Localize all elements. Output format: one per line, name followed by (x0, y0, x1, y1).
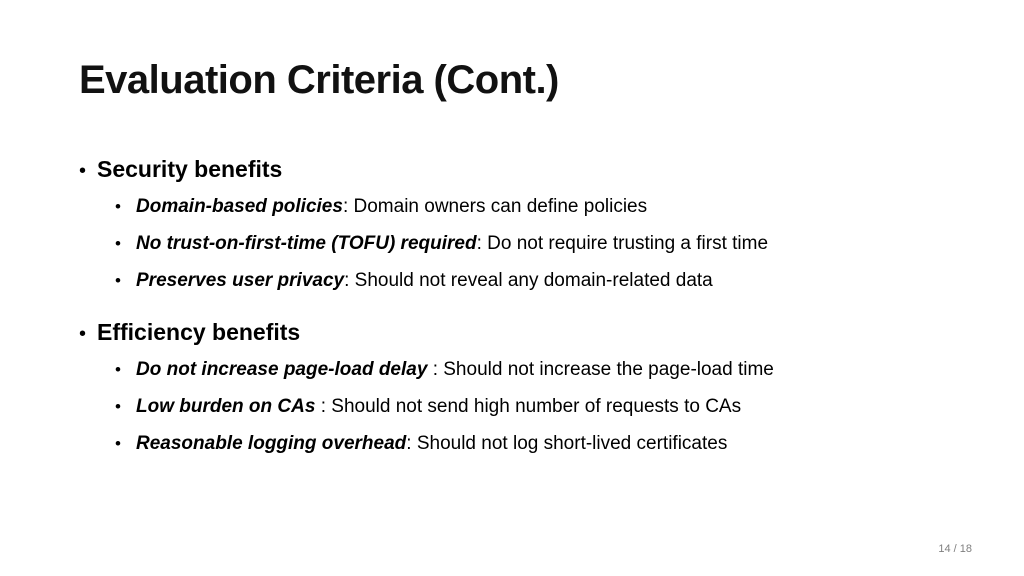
item-description: : Should not log short-lived certificates (406, 433, 728, 454)
section-efficiency (79, 315, 979, 462)
slide-title: Evaluation Criteria (Cont.) (79, 58, 559, 102)
list-item (79, 188, 979, 225)
item-term: Do not increase page-load delay (136, 359, 428, 380)
section-heading (79, 152, 979, 188)
bullet-icon: • (115, 197, 121, 216)
item-term: Domain-based policies (136, 196, 343, 217)
list-item (79, 225, 979, 262)
list-item (79, 425, 979, 462)
item-term: No trust-on-first-time (TOFU) required (136, 233, 477, 254)
item-description: : Domain owners can define policies (342, 196, 648, 217)
item-term: Preserves user privacy (136, 270, 345, 291)
bullet-icon: • (115, 397, 121, 416)
bullet-icon: • (79, 323, 87, 345)
list-item (79, 388, 979, 425)
bullet-icon: • (79, 160, 87, 182)
item-description: : Should not send high number of requests to CAs (315, 396, 742, 417)
bullet-icon: • (115, 271, 121, 290)
item-term: Reasonable logging overhead (136, 433, 407, 454)
section-heading-text: Efficiency benefits (97, 319, 301, 345)
sub-bullet-list (79, 351, 979, 462)
section-heading-text: Security benefits (97, 156, 283, 182)
bullet-icon: • (115, 434, 121, 453)
list-item (79, 351, 979, 388)
item-description: : Do not require trusting a first time (476, 233, 769, 254)
item-term: Low burden on CAs (136, 396, 316, 417)
item-description: : Should not reveal any domain-related data (344, 270, 713, 291)
list-item (79, 262, 979, 299)
page-number: 14 / 18 (938, 543, 972, 555)
sub-bullet-list (79, 188, 979, 299)
section-security (79, 152, 979, 299)
slide-content (79, 152, 979, 478)
bullet-icon: • (115, 234, 121, 253)
section-heading (79, 315, 979, 351)
bullet-icon: • (115, 360, 121, 379)
item-description: : Should not increase the page-load time (427, 359, 774, 380)
